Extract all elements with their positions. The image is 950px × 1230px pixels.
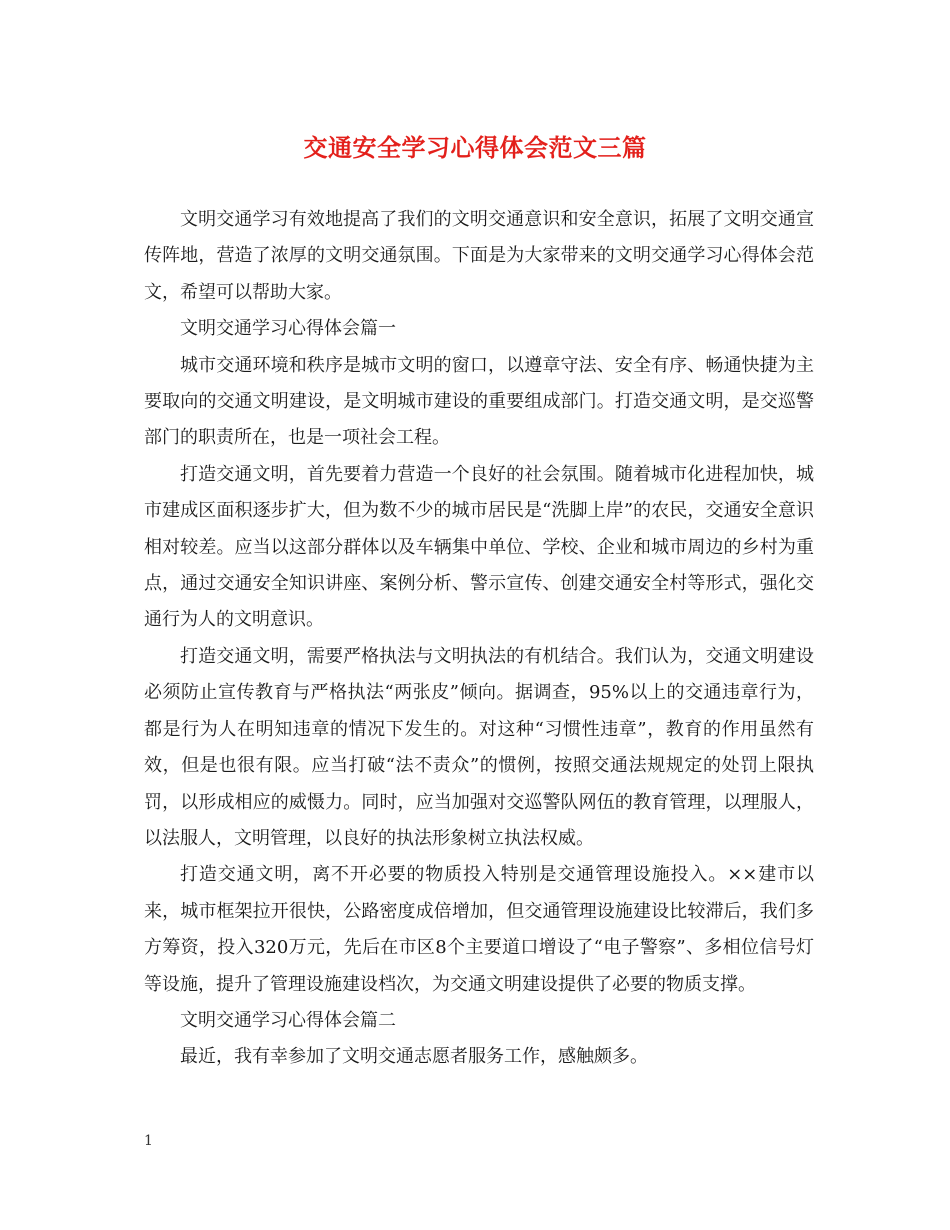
body-paragraph: 打造交通文明，离不开必要的物质投入特别是交通管理设施投入。××建市以来，城市框架拉开很快，公路密度成倍增加，但交通管理设施建设比较滞后，我们多方筹资，投入320万元，先后在市区8个主要道口增设了“电子警察”、多相位信号灯等设施，提升了管理设施建设档次，为交通文明建设提供了必要的物质支撑。 bbox=[144, 864, 814, 995]
body-paragraph: 打造交通文明，需要严格执法与文明执法的有机结合。我们认为，交通文明建设必须防止宣传教育与严格执法“两张皮”倾向。据调查，95%以上的交通违章行为，都是行为人在明知违章的情况下发生的。对这种“习惯性违章”，教育的作用虽然有效，但是也很有限。应当打破“法不责众”的惯例，按照交通法规规定的处罚上限执罚，以形成相应的威慑力。同时，应当加强对交巡警队网伍的教育管理，以理服人，以法服人，文明管理，以良好的执法形象树立执法权威。 bbox=[144, 645, 814, 849]
body-paragraph: 最近，我有幸参加了文明交通志愿者服务工作，感触颇多。 bbox=[180, 1046, 648, 1068]
body-paragraph: 城市交通环境和秩序是城市文明的窗口，以遵章守法、安全有序、畅通快捷为主要取向的交通文明建设，是文明城市建设的重要组成部门。打造交通文明，是交巡警部门的职责所在，也是一项社会工程。 bbox=[144, 354, 814, 449]
section-heading-part-two: 文明交通学习心得体会篇二 bbox=[180, 1009, 396, 1031]
section-heading-part-one: 文明交通学习心得体会篇一 bbox=[180, 318, 396, 340]
intro-paragraph: 文明交通学习有效地提高了我们的文明交通意识和安全意识，拓展了文明交通宣传阵地，营造了浓厚的文明交通氛围。下面是为大家带来的文明交通学习心得体会范文，希望可以帮助大家。 bbox=[144, 209, 814, 303]
document-body bbox=[144, 202, 814, 1076]
page-number: 1 bbox=[144, 1133, 153, 1149]
body-paragraph: 打造交通文明，首先要着力营造一个良好的社会氛围。随着城市化进程加快，城市建成区面积逐步扩大，但为数不少的城市居民是“洗脚上岸”的农民，交通安全意识相对较差。应当以这部分群体以及车辆集中单位、学校、企业和城市周边的乡村为重点，通过交通安全知识讲座、案例分析、警示宣传、创建交通安全村等形式，强化交通行为人的文明意识。 bbox=[144, 463, 814, 631]
document-title: 交通安全学习心得体会范文三篇 bbox=[303, 133, 647, 162]
